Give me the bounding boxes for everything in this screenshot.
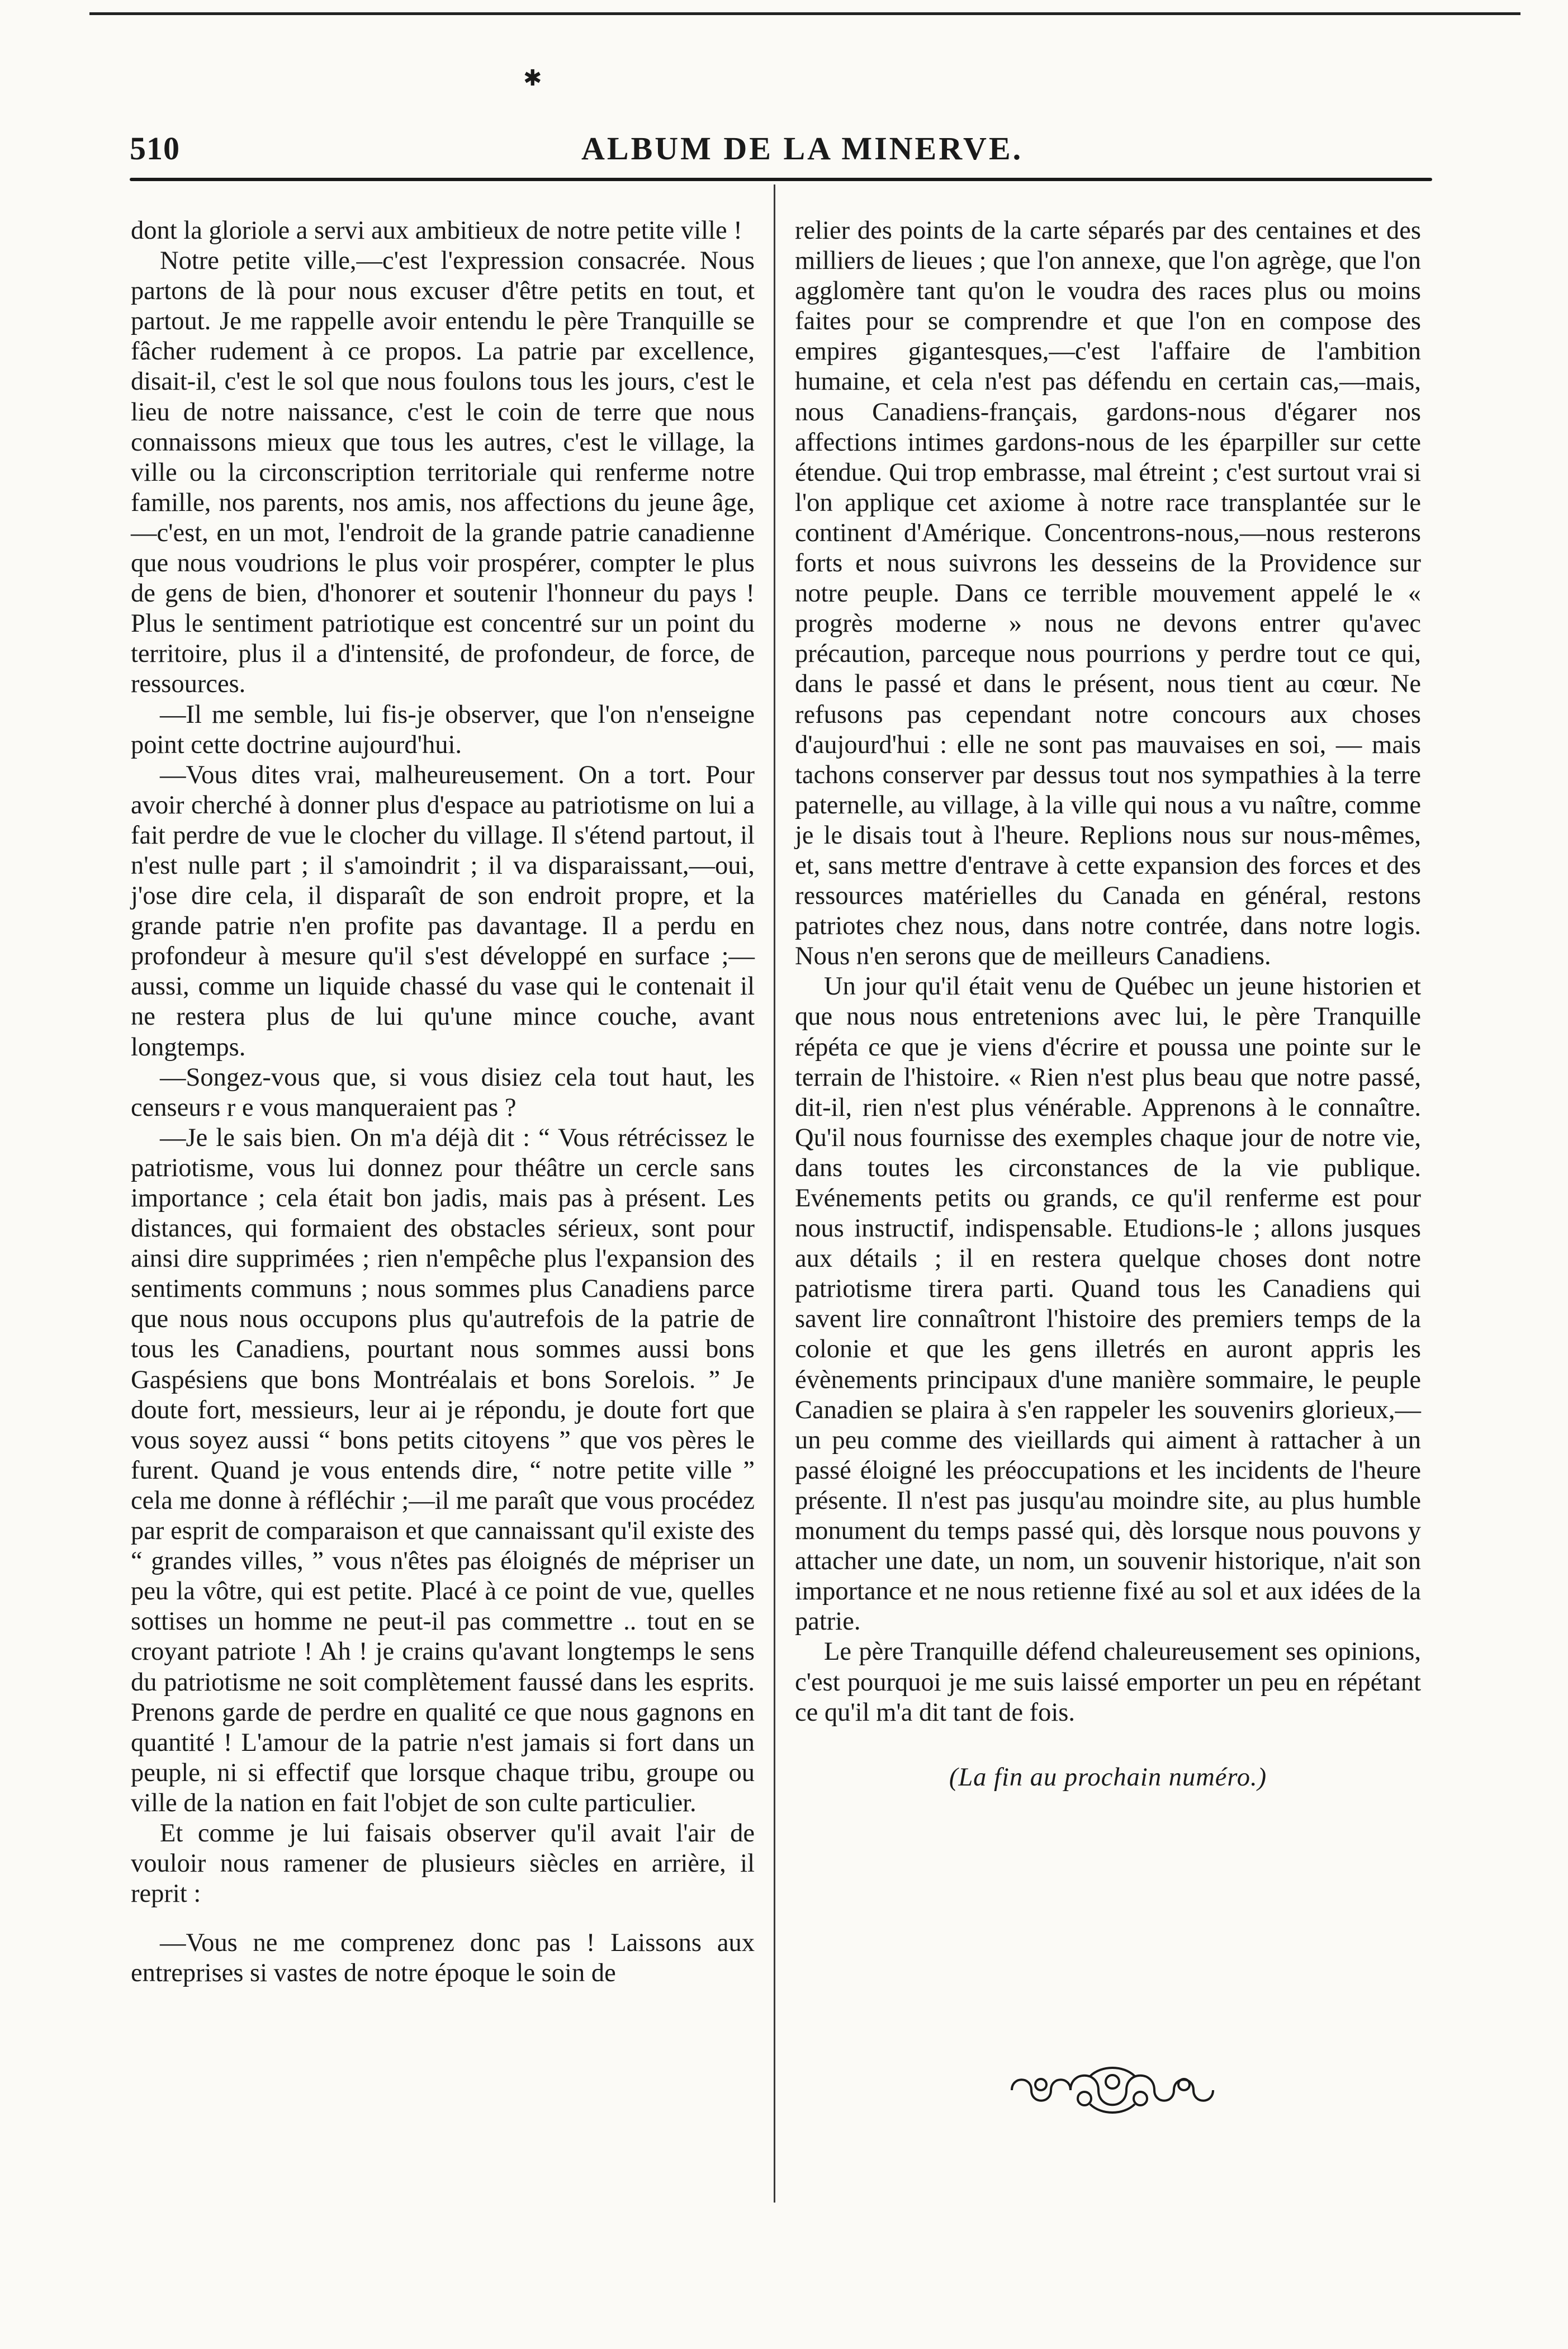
star-mark: ✱ [523,65,542,91]
paragraph: Un jour qu'il était venu de Québec un jeune historien et que nous nous entretenions avec lui, le père Tranquille répéta ce que je viens d'écrire et poussa une pointe sur le terrain de l'histoire. « Rien n'est plus beau que notre passé, dit-il, rien n'est plus vénérable. Apprenons à le connaître. Qu'il nous fournisse des exemples chaque jour de notre vie, dans toutes les circonstances de la vie publique. Evénements petits ou grands, ce qu'il renferme est pour nous instructif, indispensable. Etudions-le ; allons jusques aux détails ; il en restera quelque choses dont notre patriotisme tirera parti. Quand tous les Canadiens qui savent lire connaîtront l'histoire des premiers temps de la colonie et que les gens illetrés en auront appris les évènements principaux d'une manière sommaire, le peuple Canadien se plaira à s'en rappeler les souvenirs glorieux,—un peu comme des vieillards qui aiment à rattacher à un passé éloigné les préoccupations et les incidents de l'heure présente. Il n'est pas jusqu'au moindre site, au plus humble monument du temps passé qui, dès lorsque nous pouvons y attacher une date, un nom, un souvenir historique, n'ait son importance et ne nous retienne fixé au sol et aux idées de la patrie. [795,972,1421,1636]
paragraph: dont la gloriole a servi aux ambitieux de notre petite ville ! [131,216,742,245]
paragraph: —Il me semble, lui fis-je observer, que l'on n'enseigne point cette doctrine aujourd'hui. [131,700,755,759]
running-title: ALBUM DE LA MINERVE. [581,130,1024,167]
page-number: 510 [130,130,180,167]
paragraph: —Je le sais bien. On m'a déjà dit : “ Vous rétrécissez le patriotisme, vous lui donnez pour théâtre un cercle sans importance ; cela était bon jadis, mais pas à présent. Les distances, qui formaient des obstacles sérieux, sont pour ainsi dire supprimées ; rien n'empêche plus l'expansion des sentiments communs ; nous sommes plus Canadiens parce que nous nous occupons plus qu'autrefois de la patrie de tous les Canadiens, pourtant nous sommes aussi bons Gaspésiens que bons Montréalais et bons Sorelois. ” Je doute fort, messieurs, leur ai je répondu, je doute fort que vous soyez aussi “ bons petits citoyens ” que vos pères le furent. Quand je vous entends dire, “ notre petite ville ” cela me donne à réfléchir ;—il me paraît que vous procédez par esprit de comparaison et que cannaissant qu'il existe des “ grandes villes, ” vous n'êtes pas éloignés de mépriser un peu la vôtre, qui est petite. Placé à ce point de vue, quelles sottises un homme ne peut-il pas commettre .. tout en se croyant patriote ! Ah ! je crains qu'avant longtemps le sens du patriotisme ne soit complètement faussé dans les esprits. Prenons garde de perdre en qualité ce que nous gagnons en quantité ! L'amour de la patrie n'est jamais si fort dans un peuple, ni si effectif que lorsque chaque tribu, groupe ou ville de la nation en fait l'objet de son culte particulier. [131,1123,755,1817]
paragraph: —Vous dites vrai, malheureusement. On a tort. Pour avoir cherché à donner plus d'espace au patriotisme on lui a fait perdre de vue le clocher du village. Il s'étend partout, il n'est nulle part ; il s'amoindrit ; il va disparaissant,—oui, j'ose dire cela, il disparaît de son endroit propre, et la grande patrie n'en profite pas davantage. Il a perdu en profondeur à mesure qu'il s'est développé en surface ;—aussi, comme un liquide chassé du vase qui le contenait il ne restera plus de lui qu'une mince couche, avant longtemps. [131,760,755,1062]
header-rule [130,178,1432,181]
paragraph: Et comme je lui faisais observer qu'il avait l'air de vouloir nous ramener de plusieurs siècles en arrière, il reprit : [131,1818,755,1908]
paragraph: Notre petite ville,—c'est l'expression consacrée. Nous partons de là pour nous excuser d'être petits en tout, et partout. Je me rappelle avoir entendu le père Tranquille se fâcher rudement à ce propos. La patrie par excellence, disait-il, c'est le sol que nous foulons tous les jours, c'est le lieu de notre naissance, c'est le coin de terre que nous connaissons mieux que tous les autres, c'est le village, la ville ou la circonscription territoriale qui renferme notre famille, nos parents, nos amis, nos affections du jeune âge,—c'est, en un mot, l'endroit de la grande patrie canadienne que nous voudrions le plus voir prospérer, compter le plus de gens de bien, d'honorer et soutenir l'honneur du pays ! Plus le sentiment patriotique est concentré sur un point du territoire, plus il a d'intensité, de profondeur, de force, de ressources. [131,247,755,699]
left-column [131,216,755,1988]
paragraph: Le père Tranquille défend chaleureusement ses opinions, c'est pourquoi je me suis laissé emporter un peu en répétant ce qu'il m'a dit tant de fois. [795,1637,1421,1727]
paragraph: —Songez-vous que, si vous disiez cela tout haut, les censeurs r e vous manqueraient pas ? [131,1063,755,1122]
top-border-rule [89,12,1520,15]
paragraph: —Vous ne me comprenez donc pas ! Laissons aux entreprises si vastes de notre époque le soin de [131,1929,755,1988]
decorative-ornament [1006,2059,1219,2121]
paragraph: relier des points de la carte séparés par des centaines et des milliers de lieues ; que l'on annexe, que l'on agrège, que l'on agglomère tant qu'on le voudra des races plus ou moins faites pour se comprendre et que l'on en compose des empires gigantesques,—c'est l'affaire de l'ambition humaine, et cela n'est pas défendu en certain cas,—mais, nous Canadiens-français, gardons-nous d'égarer nos affections intimes gardons-nous de les éparpiller sur cette étendue. Qui trop embrasse, mal étreint ; c'est surtout vrai si l'on applique cet axiome à notre race transplantée sur le continent d'Amérique. Concentrons-nous,—nous resterons forts et nous suivrons les desseins de la Providence sur notre peuple. Dans ce terrible mouvement appelé le « progrès moderne » nous ne devons entrer qu'avec précaution, parceque nous pourrions y perdre tout ce qui, dans le passé et dans le présent, nous tient au cœur. Ne refusons pas cependant notre concours aux choses d'aujourd'hui : elle ne sont pas mauvaises en soi, — mais tachons conserver par dessus tout nos sympathies à la terre paternelle, au village, à la ville qui nous a vu naître, comme je le disais tout à l'heure. Replions nous sur nous-mêmes, et, sans mettre d'entrave à cette expansion des forces et des ressources matérielles du Canada en général, restons patriotes chez nous, dans notre contrée, dans notre logis. Nous n'en serons que de meilleurs Canadiens. [795,216,1421,971]
column-divider [774,184,775,2203]
page-header [130,130,1432,180]
right-column [795,216,1421,1793]
continuation-note: (La fin au prochain numéro.) [949,1763,1267,1792]
